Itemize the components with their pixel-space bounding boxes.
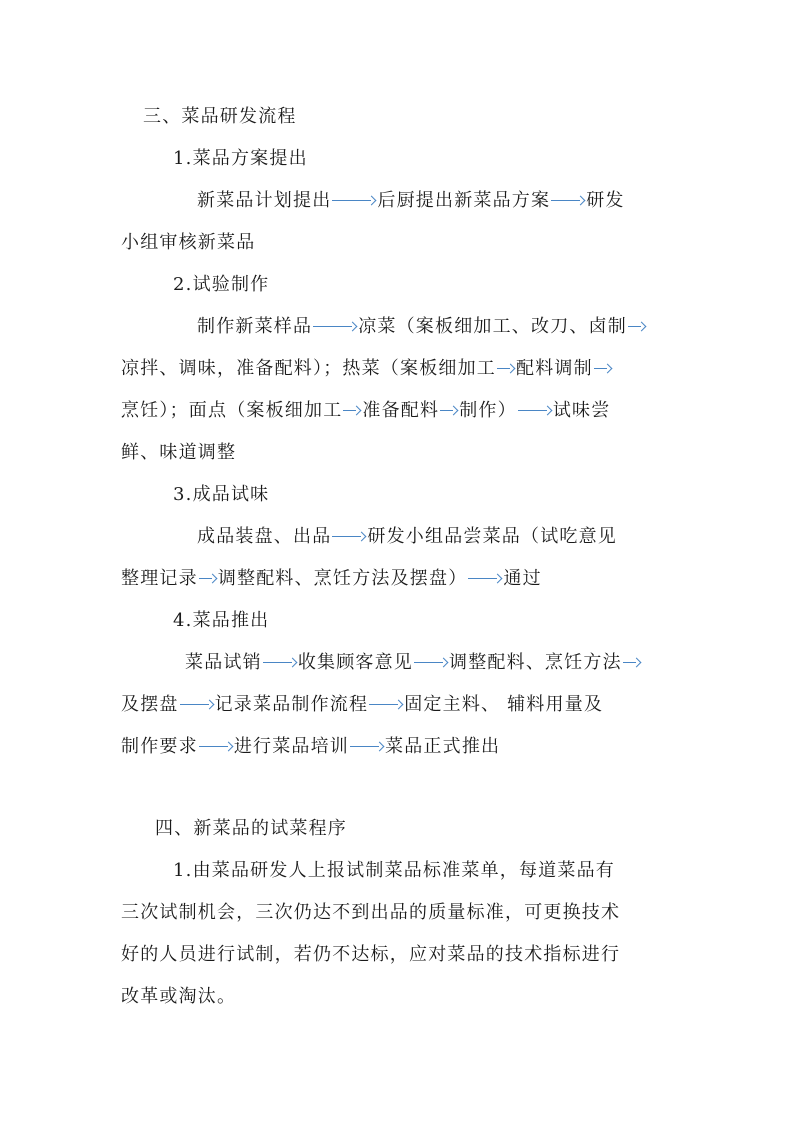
subsection-title-2: 2.试验制作 [173, 274, 270, 295]
flow-step: 配料调制 [516, 358, 593, 379]
arrow-icon [594, 362, 612, 376]
flow-line [121, 694, 603, 716]
subsection-title-1: 1.菜品方案提出 [173, 148, 308, 169]
arrow-icon [199, 740, 233, 754]
arrow-icon [369, 698, 403, 712]
subsection-title-3: 3.成品试味 [173, 484, 270, 505]
flow-step: 及摆盘 [121, 694, 179, 715]
flow-step: 烹饪）；面点（案板细加工 [121, 400, 343, 421]
arrow-icon [313, 320, 357, 334]
arrow-icon [332, 194, 376, 208]
flow-step: 研发 [586, 190, 625, 211]
flow-step: 收集顾客意见 [297, 652, 414, 673]
flow-step: 菜品试销 [185, 652, 262, 673]
flow-step: 后厨提出新菜品方案 [377, 190, 551, 211]
flow-line [121, 400, 610, 422]
arrow-icon [350, 740, 384, 754]
arrow-icon [440, 404, 458, 418]
flow-line [197, 190, 625, 212]
arrow-icon [263, 656, 297, 670]
flow-step: 凉拌、调味，准备配料）；热菜（案板细加工 [121, 358, 496, 379]
flow-step: 固定主料、 辅料用量及 [404, 694, 604, 715]
flow-step: 调整配料、烹饪方法及摆盘） [217, 568, 468, 589]
flow-step: 准备配料 [362, 400, 440, 421]
flow-line [121, 736, 500, 758]
flow-step: 鲜、味道调整 [121, 442, 237, 463]
arrow-icon [343, 404, 361, 418]
arrow-icon [628, 320, 646, 334]
flow-line [121, 568, 542, 590]
flow-step: 菜品正式推出 [385, 736, 501, 757]
flow-step: 成品装盘、出品 [197, 526, 332, 547]
paragraph-line: 三次试制机会，三次仍达不到出品的质量标准，可更换技术 [121, 902, 621, 923]
flow-step: 制作新菜样品 [197, 316, 313, 337]
flow-step: 进行菜品培训 [233, 736, 350, 757]
paragraph-line: 1.由菜品研发人上报试制菜品标准菜单，每道菜品有 [173, 860, 615, 881]
arrow-icon [180, 698, 214, 712]
subsection-title-4: 4.菜品推出 [173, 610, 270, 631]
flow-step: 记录菜品制作流程 [214, 694, 369, 715]
arrow-icon [623, 656, 641, 670]
flow-step: 调整配料、烹饪方法 [449, 652, 622, 673]
flow-step: 小组审核新菜品 [121, 232, 256, 253]
flow-step: 试味尝 [552, 400, 611, 421]
arrow-icon [551, 194, 585, 208]
flow-step: 制作要求 [121, 736, 198, 757]
arrow-icon [332, 530, 366, 544]
flow-step: 制作） [459, 400, 517, 421]
flow-step: 通过 [503, 568, 542, 589]
flow-line [121, 442, 236, 464]
arrow-icon [497, 362, 515, 376]
arrow-icon [414, 656, 448, 670]
flow-line [185, 652, 642, 674]
section-heading-4: 四、新菜品的试菜程序 [155, 818, 347, 839]
arrow-icon [468, 572, 502, 586]
flow-step: 整理记录 [121, 568, 198, 589]
arrow-icon [199, 572, 217, 586]
flow-step: 新菜品计划提出 [197, 190, 332, 211]
section-heading-3: 三、菜品研发流程 [143, 106, 297, 127]
flow-line [197, 316, 647, 338]
paragraph-line: 改革或淘汰。 [121, 986, 237, 1007]
flow-line [121, 358, 613, 380]
arrow-icon [518, 404, 552, 418]
flow-line [197, 526, 617, 548]
flow-step: 研发小组品尝菜品（试吃意见 [367, 526, 618, 547]
flow-line [121, 232, 255, 254]
flow-step: 凉菜（案板细加工、改刀、卤制 [358, 316, 628, 337]
paragraph-line: 好的人员进行试制，若仍不达标，应对菜品的技术指标进行 [121, 944, 621, 965]
